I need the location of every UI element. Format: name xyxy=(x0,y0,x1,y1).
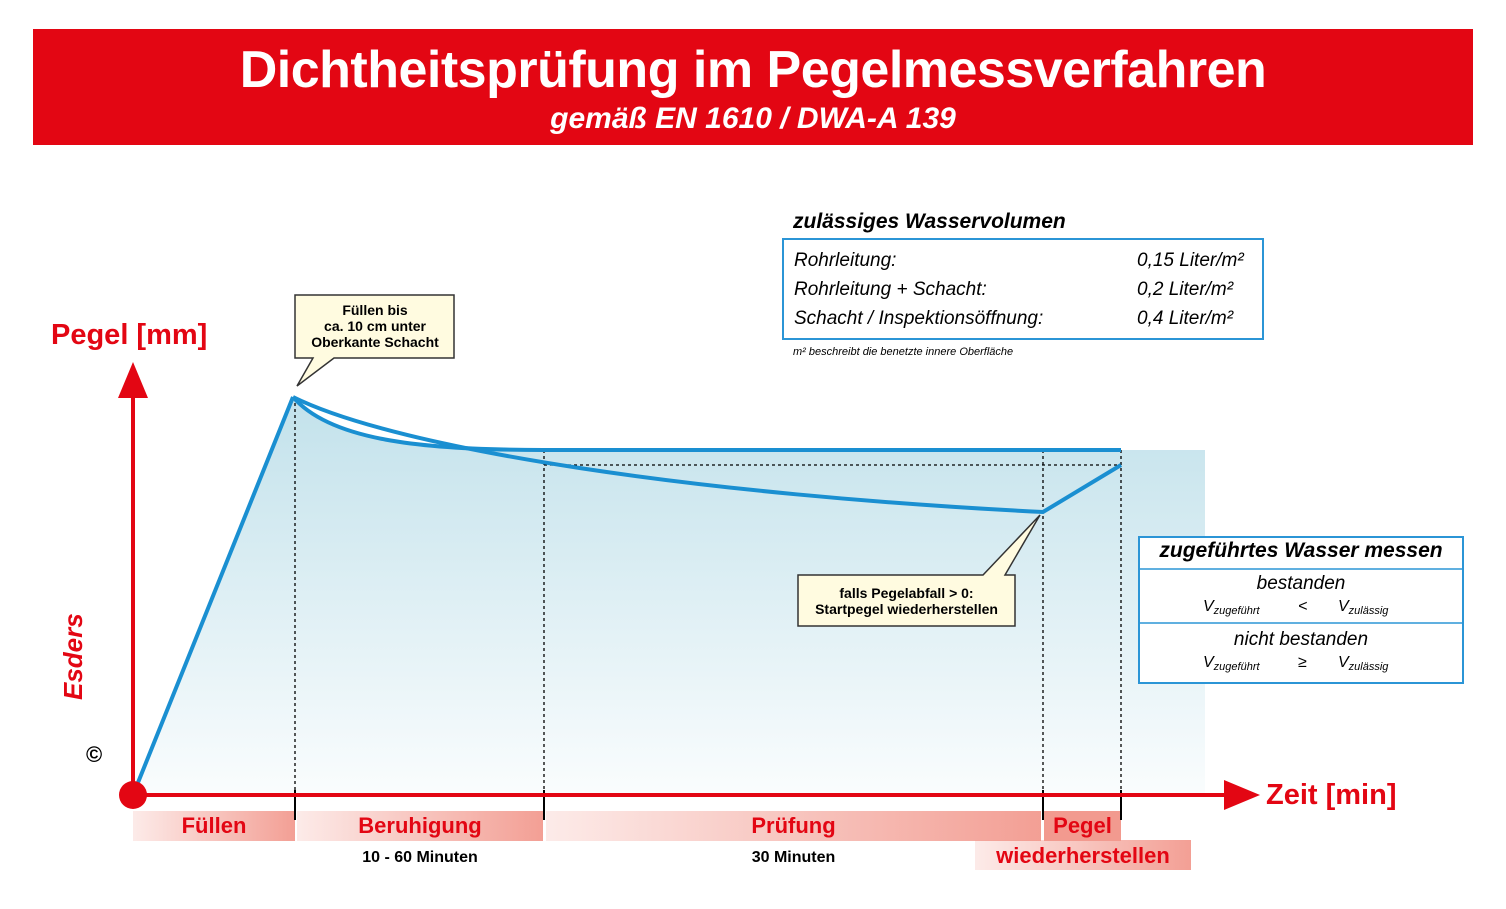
page-title: Dichtheitsprüfung im Pegelmessverfahren xyxy=(239,41,1267,99)
level-area xyxy=(133,397,1205,795)
copyright-symbol: © xyxy=(86,742,103,767)
fill-callout-line: Oberkante Schacht xyxy=(311,334,439,350)
brand-logo: Esders xyxy=(58,613,88,700)
pass-operator: < xyxy=(1298,598,1308,615)
phase-label-settle: Beruhigung xyxy=(358,813,482,838)
phase-label-test: Prüfung xyxy=(751,813,836,838)
origin-dot xyxy=(119,781,147,809)
volume-row-value: 0,15 Liter/m² xyxy=(1137,250,1244,271)
phase-duration-settle: 10 - 60 Minuten xyxy=(362,849,478,866)
fail-operator: ≥ xyxy=(1298,654,1307,671)
x-axis-arrow-icon xyxy=(1224,780,1260,810)
fill-callout-text xyxy=(296,302,454,350)
y-axis-arrow-icon xyxy=(118,362,148,398)
pass-formula-left: $V_{zugeführt}$ xyxy=(1203,598,1260,617)
volume-table-note: m² beschreibt die benetzte innere Oberfläche xyxy=(793,346,1014,358)
measure-box-title: zugeführtes Wasser messen xyxy=(1159,539,1443,562)
pass-formula-right: $V_{zulässig}$ xyxy=(1338,598,1389,617)
pass-label: bestanden xyxy=(1256,573,1346,594)
volume-row-value: 0,2 Liter/m² xyxy=(1137,279,1234,300)
page-subtitle: gemäß EN 1610 / DWA-A 139 xyxy=(550,102,956,135)
volume-row-label: Schacht / Inspektionsöffnung: xyxy=(794,308,1044,329)
restore-callout-line: Startpegel wiederherstellen xyxy=(815,601,998,617)
fail-formula-right: $V_{zulässig}$ xyxy=(1338,654,1389,673)
fill-callout-line: Füllen bis xyxy=(342,302,408,318)
restore-callout-line: falls Pegelabfall > 0: xyxy=(839,585,974,601)
x-axis-label: Zeit [min] xyxy=(1266,779,1397,811)
phase-label-fill: Füllen xyxy=(181,813,247,838)
volume-row-label: Rohrleitung: xyxy=(794,250,897,271)
phase-label-restore-2: wiederherstellen xyxy=(996,843,1170,868)
fail-formula-left: $V_{zugeführt}$ xyxy=(1203,654,1260,673)
restore-callout-text xyxy=(798,585,1015,617)
fill-callout-line: ca. 10 cm unter xyxy=(324,318,426,334)
volume-row-value: 0,4 Liter/m² xyxy=(1137,308,1234,329)
volume-table-title: zulässiges Wasservolumen xyxy=(793,210,1066,233)
level-curve-reference xyxy=(293,397,1121,450)
phase-label-restore: Pegel xyxy=(1053,813,1112,838)
y-axis-label: Pegel [mm] xyxy=(51,319,208,351)
fail-label: nicht bestanden xyxy=(1233,629,1369,650)
volume-row-label: Rohrleitung + Schacht: xyxy=(794,279,987,300)
phase-duration-test: 30 Minuten xyxy=(751,849,836,866)
